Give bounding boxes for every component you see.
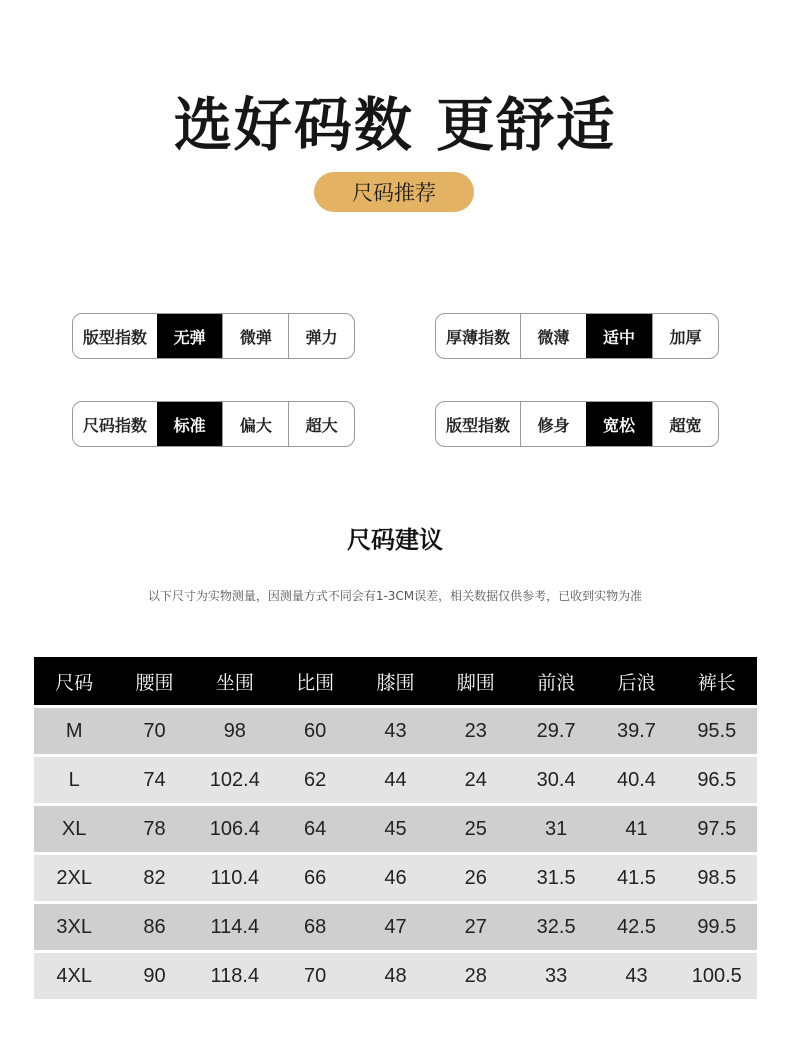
table-cell: 29.7 xyxy=(536,719,576,742)
table-cell: 118.4 xyxy=(210,964,260,987)
table-row xyxy=(34,855,757,901)
table-cell: 30.4 xyxy=(536,768,576,791)
table-cell: XL xyxy=(61,817,87,840)
table-cell: 70 xyxy=(143,719,166,742)
index-option: 超宽 xyxy=(652,402,718,446)
table-row xyxy=(34,708,757,754)
column-header: 尺码 xyxy=(55,671,94,694)
table-cell: 24 xyxy=(464,768,487,791)
table-header-row xyxy=(34,657,757,705)
size-advice-title: 尺码建议 xyxy=(347,526,443,554)
table-cell: 99.5 xyxy=(697,915,737,938)
table-cell: 48 xyxy=(384,964,407,987)
size-index xyxy=(72,401,355,447)
table-cell: 44 xyxy=(384,768,407,791)
table-cell: 66 xyxy=(304,866,327,889)
table-cell: 95.5 xyxy=(697,719,737,742)
table-cell: 43 xyxy=(625,964,648,987)
index-option-selected: 标准 xyxy=(157,402,223,446)
size-table xyxy=(34,657,757,1002)
measurement-note: 以下尺寸为实物测量，因测量方式不同会有1-3CM误差，相关数据仅供参考，已收到实物为准 xyxy=(147,589,643,603)
table-cell: 90 xyxy=(143,964,166,987)
table-cell: 31.5 xyxy=(536,866,576,889)
table-cell: 78 xyxy=(143,817,166,840)
table-row xyxy=(34,757,757,803)
index-label: 尺码指数 xyxy=(82,415,147,435)
table-row xyxy=(34,953,757,999)
table-cell: 106.4 xyxy=(209,817,260,840)
table-cell: 47 xyxy=(384,915,407,938)
index-option: 弹力 xyxy=(288,314,354,358)
index-option: 微弹 xyxy=(222,314,288,358)
table-cell: 4XL xyxy=(56,964,92,987)
table-cell: 2XL xyxy=(56,866,92,889)
table-cell: 82 xyxy=(143,866,166,889)
table-cell: 68 xyxy=(304,915,327,938)
table-cell: 42.5 xyxy=(616,915,656,938)
table-cell: 114.4 xyxy=(210,915,260,938)
table-cell: 31 xyxy=(545,817,568,840)
table-cell: 33 xyxy=(545,964,568,987)
fit-index-shape xyxy=(435,401,719,447)
table-cell: 74 xyxy=(143,768,166,791)
index-option-selected: 无弹 xyxy=(157,314,223,358)
table-cell: 40.4 xyxy=(616,768,656,791)
index-option: 加厚 xyxy=(652,314,718,358)
index-option: 偏大 xyxy=(222,402,288,446)
table-cell: 25 xyxy=(464,817,487,840)
table-cell: 62 xyxy=(304,768,327,791)
table-cell: M xyxy=(65,719,83,742)
table-cell: 41.5 xyxy=(616,866,656,889)
column-header: 腰围 xyxy=(135,671,174,694)
table-cell: 43 xyxy=(384,719,407,742)
table-cell: 64 xyxy=(304,817,327,840)
table-cell: 98.5 xyxy=(697,866,737,889)
index-option: 修身 xyxy=(520,402,586,446)
table-cell: 41 xyxy=(625,817,648,840)
table-cell: L xyxy=(68,768,80,791)
table-cell: 26 xyxy=(464,866,487,889)
table-cell: 32.5 xyxy=(536,915,576,938)
table-cell: 98 xyxy=(223,719,246,742)
index-option-selected: 宽松 xyxy=(586,402,652,446)
table-cell: 110.4 xyxy=(210,866,260,889)
column-header: 膝围 xyxy=(376,671,415,694)
table-cell: 70 xyxy=(304,964,327,987)
column-header: 后浪 xyxy=(617,671,656,694)
index-label: 版型指数 xyxy=(445,415,510,435)
table-cell: 86 xyxy=(143,915,166,938)
table-cell: 46 xyxy=(384,866,407,889)
table-cell: 100.5 xyxy=(691,964,742,987)
table-cell: 97.5 xyxy=(697,817,737,840)
table-cell: 102.4 xyxy=(209,768,260,791)
table-cell: 23 xyxy=(464,719,487,742)
index-option: 微薄 xyxy=(520,314,586,358)
page-title: 选好码数 更舒适 xyxy=(173,91,617,159)
table-cell: 28 xyxy=(464,964,487,987)
table-cell: 60 xyxy=(304,719,327,742)
column-header: 坐围 xyxy=(215,671,254,694)
index-option-selected: 适中 xyxy=(586,314,652,358)
index-option: 超大 xyxy=(288,402,354,446)
column-header: 脚围 xyxy=(456,671,495,694)
index-label: 厚薄指数 xyxy=(445,327,510,347)
table-cell: 27 xyxy=(464,915,487,938)
size-recommend-badge: 尺码推荐 xyxy=(314,172,474,212)
table-cell: 3XL xyxy=(56,915,92,938)
fit-index-stretch xyxy=(72,313,355,359)
column-header: 前浪 xyxy=(537,671,576,694)
table-row xyxy=(34,806,757,852)
column-header: 裤长 xyxy=(697,671,736,694)
table-cell: 39.7 xyxy=(616,719,656,742)
table-cell: 45 xyxy=(384,817,407,840)
table-cell: 96.5 xyxy=(697,768,737,791)
index-label: 版型指数 xyxy=(82,327,147,347)
column-header: 比围 xyxy=(296,671,335,694)
table-row xyxy=(34,904,757,950)
thickness-index xyxy=(435,313,719,359)
